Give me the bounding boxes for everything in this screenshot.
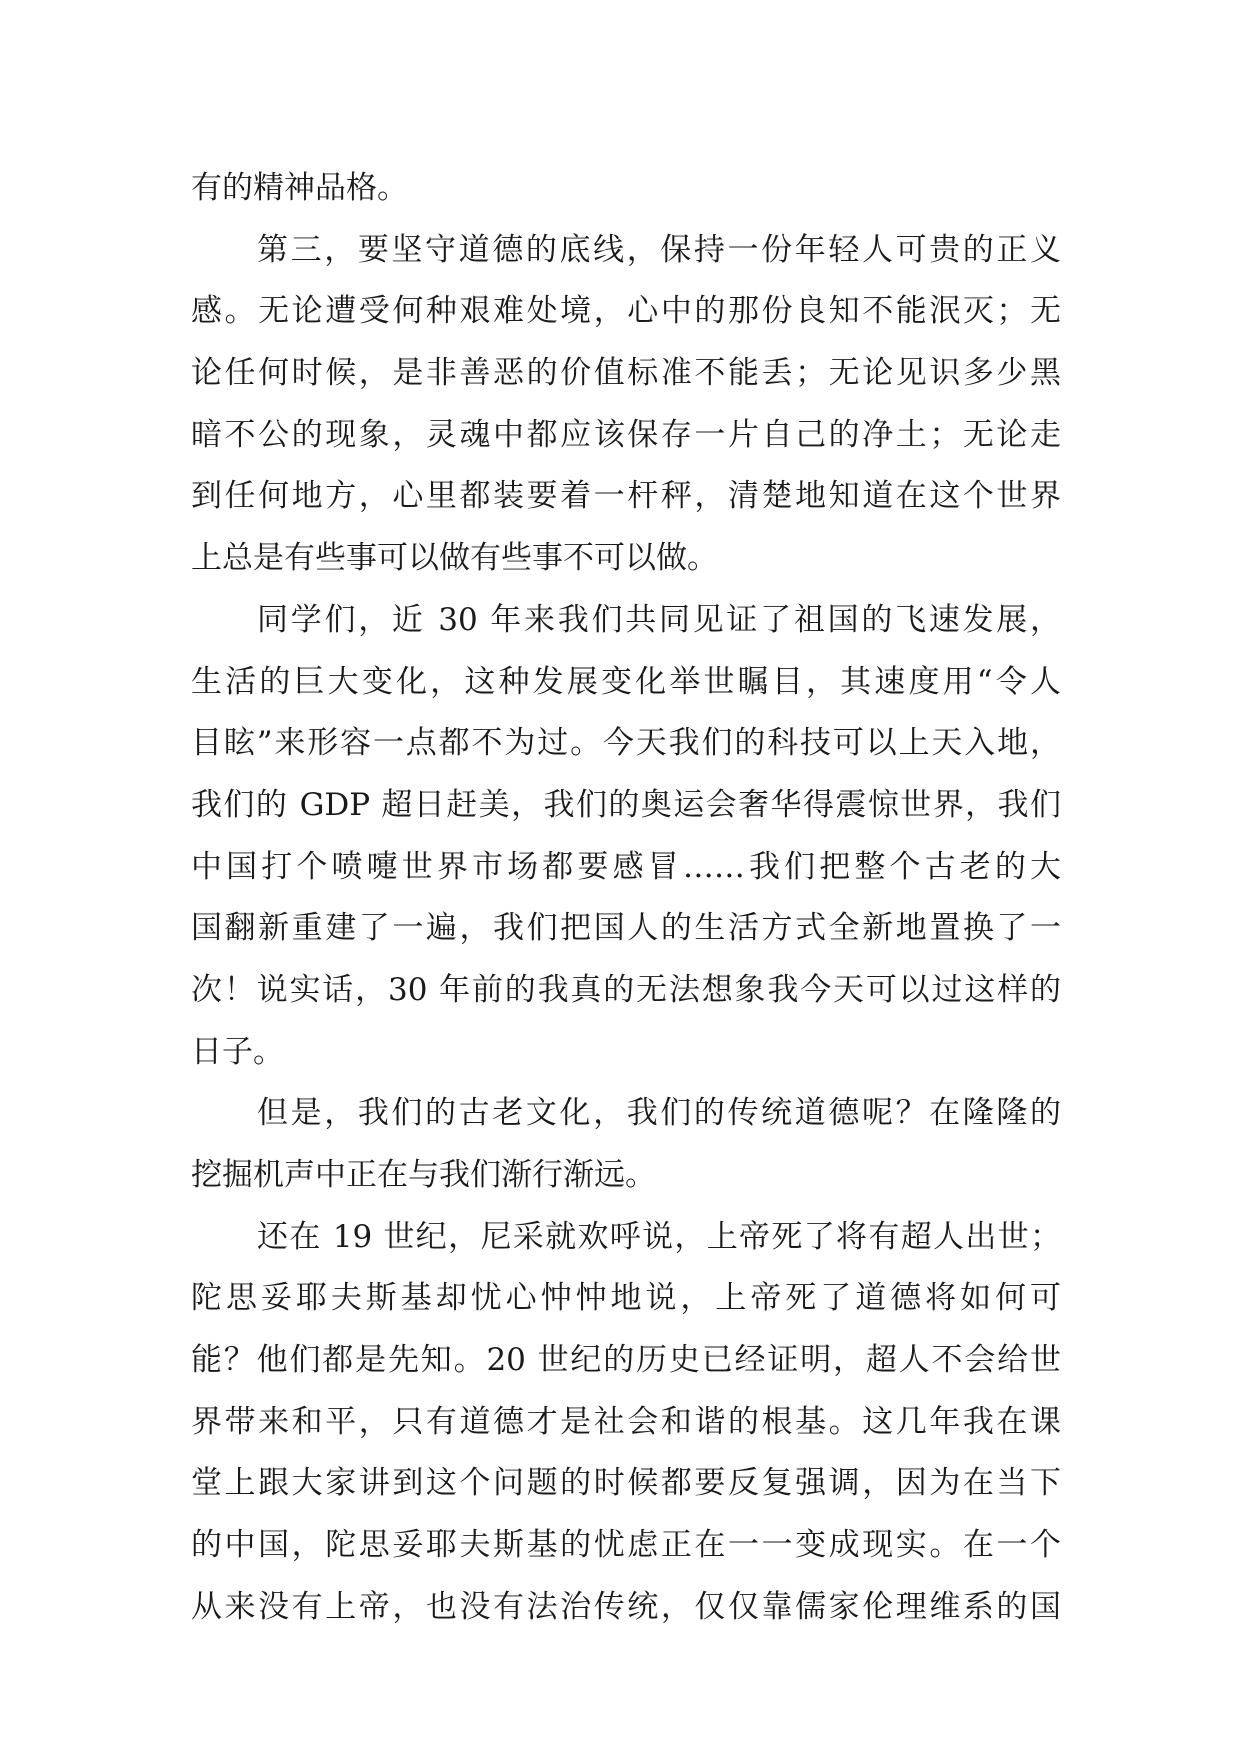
- text-line: 从来没有上帝，也没有法治传统，仅仅靠儒家伦理维系的国: [191, 1588, 1061, 1625]
- paragraph-first-line: 同学们，近 30 年来我们共同见证了祖国的飞速发展，: [257, 601, 1061, 638]
- paragraph-first-line: 第三，要坚守道德的底线，保持一份年轻人可贵的正义: [257, 231, 1061, 268]
- text-line: 有的精神品格。: [191, 170, 408, 206]
- paragraph-first-line: 但是，我们的古老文化，我们的传统道德呢？在隆隆的: [257, 1095, 1061, 1132]
- text-line: 我们的 GDP 超日赶美，我们的奥运会奢华得震惊世界，我们: [191, 786, 1061, 823]
- text-line: 生活的巨大变化，这种发展变化举世瞩目，其速度用“令人: [191, 663, 1061, 700]
- paragraph-first-line: 还在 19 世纪，尼采就欢呼说，上帝死了将有超人出世；: [257, 1218, 1061, 1255]
- text-line: 堂上跟大家讲到这个问题的时候都要反复强调，因为在当下: [191, 1465, 1061, 1502]
- text-line: 次！说实话，30 年前的我真的无法想象我今天可以过这样的: [191, 971, 1061, 1008]
- text-line: 到任何地方，心里都装要着一杆秤，清楚地知道在这个世界: [191, 478, 1061, 515]
- text-line: 的中国，陀思妥耶夫斯基的忧虑正在一一变成现实。在一个: [191, 1527, 1061, 1564]
- text-line: 暗不公的现象，灵魂中都应该保存一片自己的净土；无论走: [191, 416, 1061, 453]
- text-line: 上总是有些事可以做有些事不可以做。: [191, 540, 718, 577]
- text-line: 挖掘机声中正在与我们渐行渐远。: [191, 1157, 656, 1193]
- text-line: 陀思妥耶夫斯基却忧心忡忡地说，上帝死了道德将如何可: [191, 1280, 1061, 1317]
- text-line: 国翻新重建了一遍，我们把国人的生活方式全新地置换了一: [191, 910, 1061, 947]
- text-line: 能？他们都是先知。20 世纪的历史已经证明，超人不会给世: [191, 1342, 1061, 1379]
- text-line: 感。无论遭受何种艰难处境，心中的那份良知不能泯灭；无: [191, 293, 1061, 330]
- text-line: 界带来和平，只有道德才是社会和谐的根基。这几年我在课: [191, 1403, 1061, 1440]
- text-line: 中国打个喷嚏世界市场都要感冒……我们把整个古老的大: [191, 848, 1061, 885]
- text-line: 论任何时候，是非善恶的价值标准不能丢；无论见识多少黑: [191, 355, 1061, 392]
- text-line: 目眩”来形容一点都不为过。今天我们的科技可以上天入地，: [191, 725, 1061, 762]
- text-line: 日子。: [191, 1033, 284, 1070]
- body-text: [191, 158, 1061, 1639]
